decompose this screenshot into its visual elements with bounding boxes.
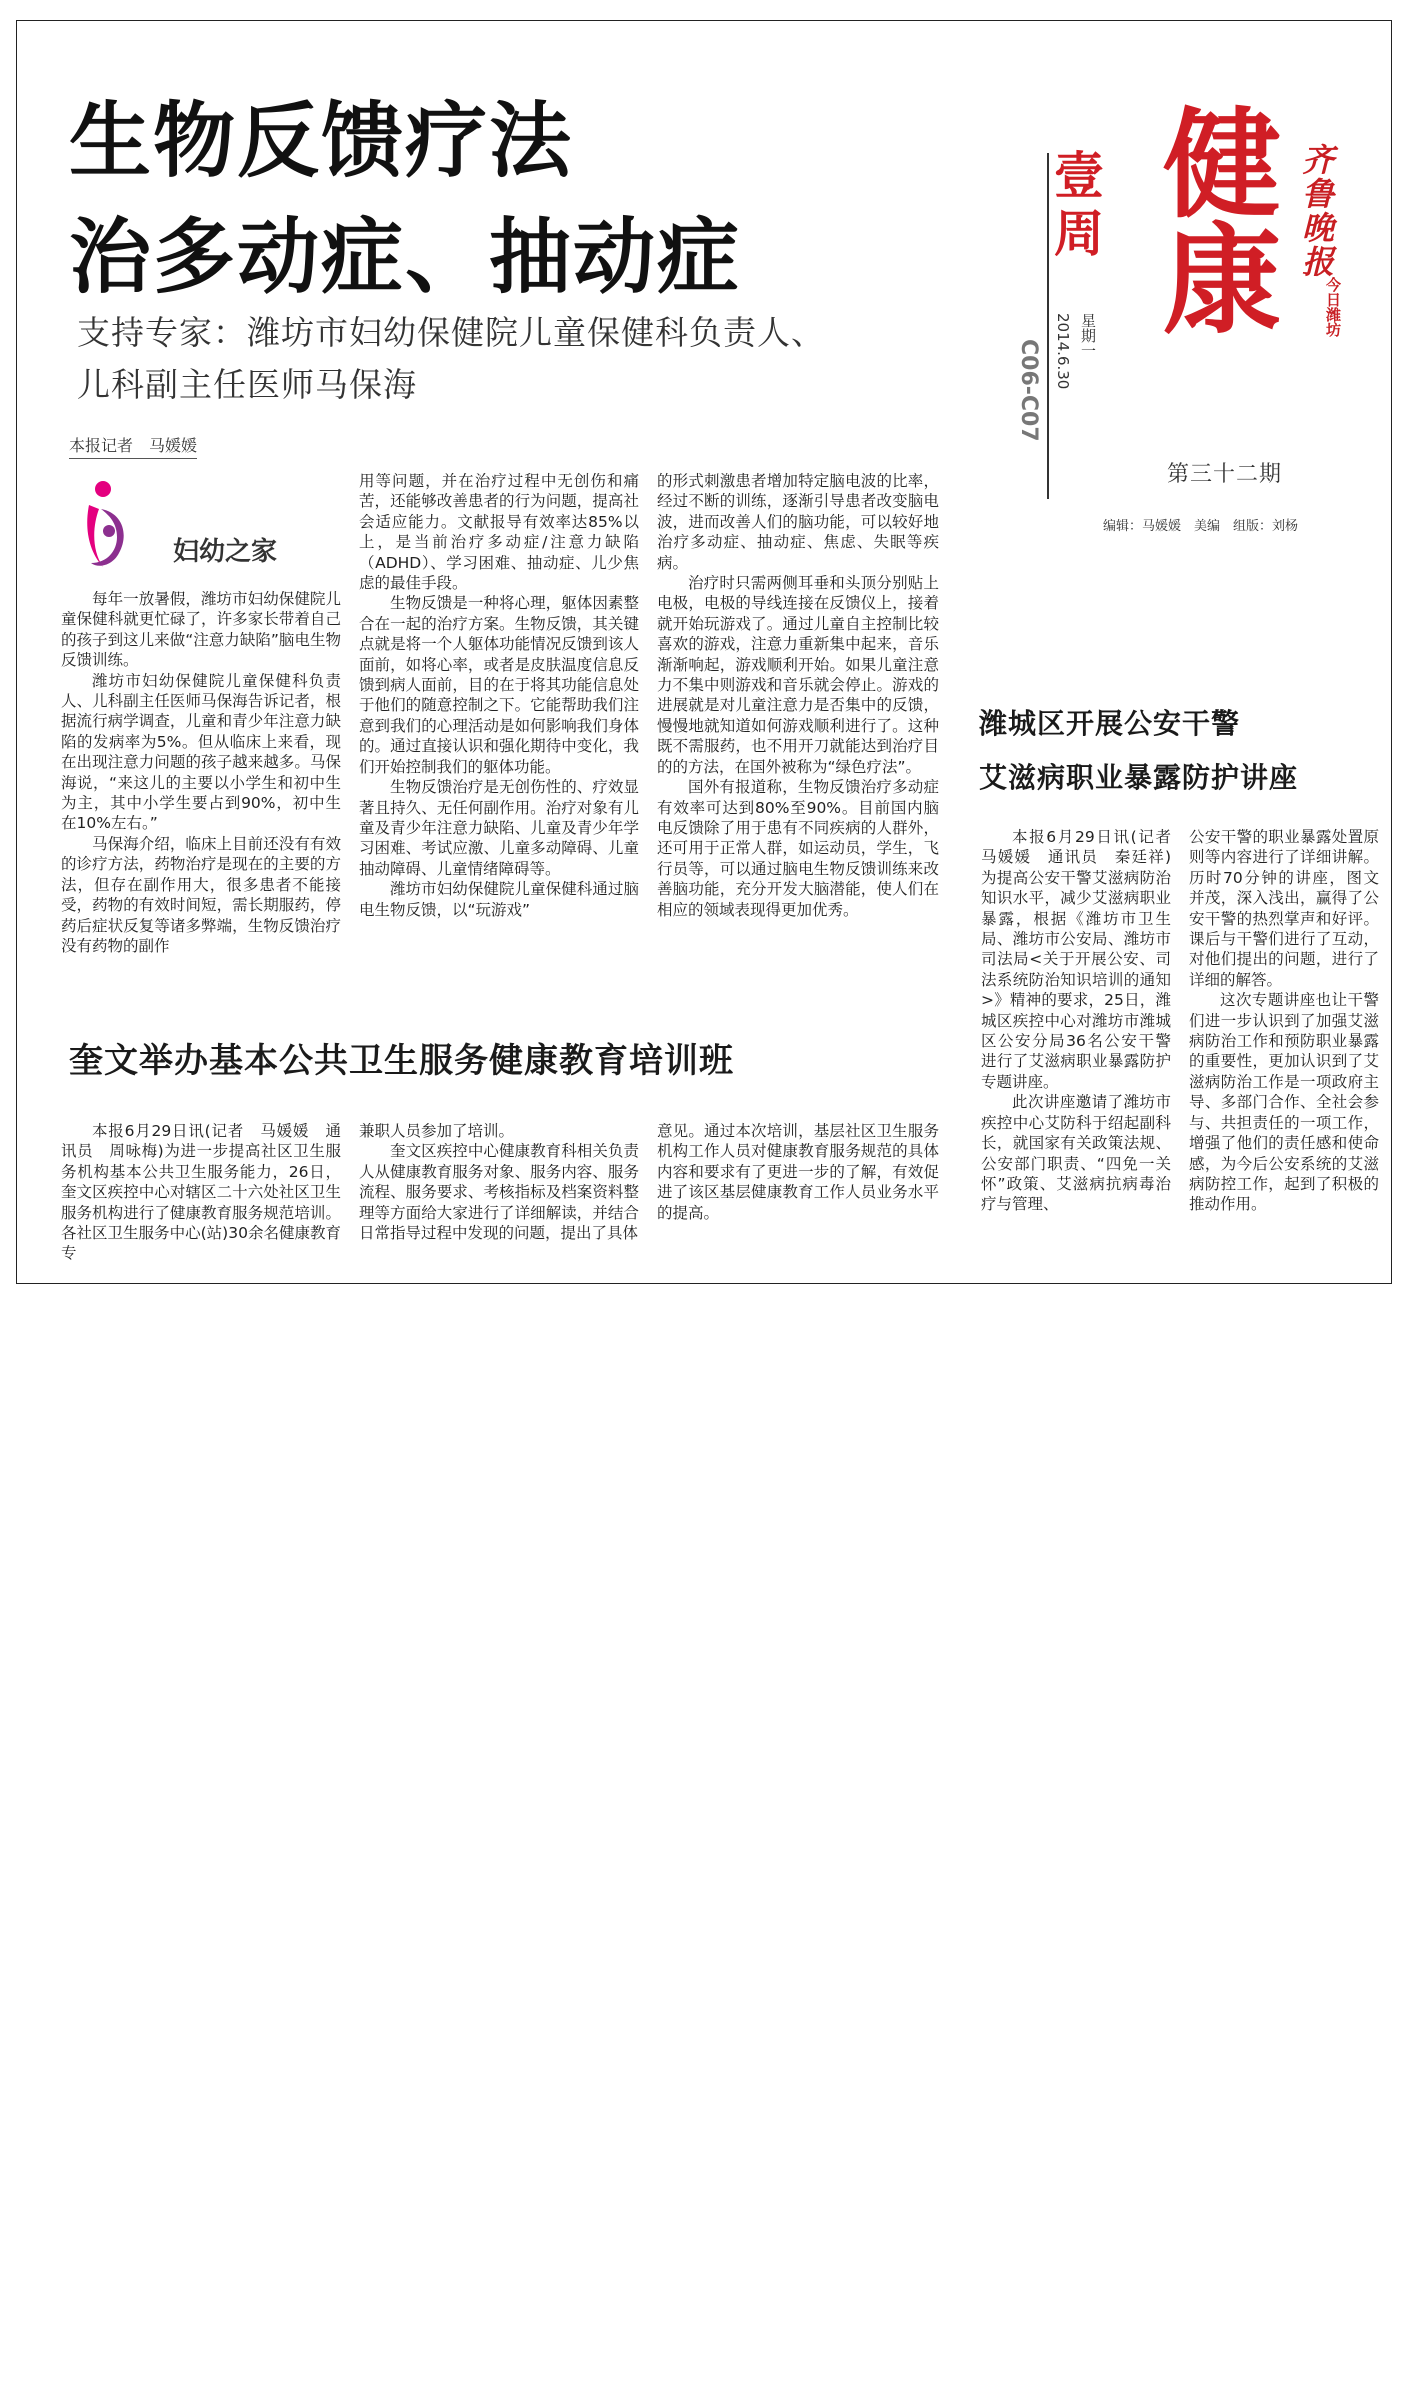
paragraph: 意见。通过本次培训，基层社区卫生服务机构工作人员对健康教育服务规范的具体内容和要求有了更进一步的了解，有效促进了该区基层健康教育工作人员业务水平的提高。 xyxy=(657,1122,939,1222)
fuyou-logo xyxy=(83,479,305,575)
masthead-pages: C06-C07 xyxy=(1016,339,1041,442)
paragraph: 潍坊市妇幼保健院儿童保健科通过脑电生物反馈，以“玩游戏” xyxy=(359,880,639,919)
paragraph: 国外有报道称，生物反馈治疗多动症有效率可达到80%至90%。目前国内脑电反馈除了用于患有不同疾病的人群外，还可用于正常人群，如运动员，学生，飞行员等，可以通过脑电生物反馈训练来改善脑功能，充分开发大脑潜能，使人们在相应的领域表现得更加优秀。 xyxy=(657,778,939,919)
second-article-title: 奎文举办基本公共卫生服务健康教育培训班 xyxy=(69,1041,734,1081)
paragraph: 公安干警的职业暴露处置原则等内容进行了详细讲解。历时70分钟的讲座，图文并茂，深入浅出，赢得了公安干警的热烈掌声和好评。课后与干警们进行了互动，对他们提出的问题，进行了详细的解答。 xyxy=(1189,828,1379,989)
masthead-title: 健 康 xyxy=(1162,95,1281,350)
masthead-editors: 编辑：马媛媛 美编 组版：刘杨 xyxy=(1103,519,1299,534)
paragraph: 马保海介绍，临床上目前还没有有效的诊疗方法，药物治疗是现在的主要的方法，但存在副作用大，很多患者不能接受，药物的有效时间短，需长期服药，停药后症状反复等诸多弊端，生物反馈治疗没有药物的副作 xyxy=(61,834,341,955)
paragraph: 奎文区疾控中心健康教育科相关负责人从健康教育服务对象、服务内容、服务流程、服务要求、考核指标及档案资料整理等方面给大家进行了详细解读，并结合日常指导过程中发现的问题，提出了具体 xyxy=(359,1142,639,1243)
paragraph: 治疗时只需两侧耳垂和头顶分别贴上电极，电极的导线连接在反馈仪上，接着就开始玩游戏了。通过儿童自主控制比较喜欢的游戏，注意力重新集中起来，音乐渐渐响起，游戏顺利开始。如果儿童注意力不集中则游戏和音乐就会停止。游戏的进展就是对儿童注意力是否集中的反馈，慢慢地就知道如何游戏顺利进行了。这种既不需服药，也不用开刀就能达到治疗目的的方法，在国外被称为“绿色疗法”。 xyxy=(657,574,939,776)
second-article-col1 xyxy=(61,1121,341,1261)
masthead-weekday: 星期一 xyxy=(1079,313,1097,358)
masthead-subtitle: 壹 周 xyxy=(1054,146,1104,263)
second-article-col2 xyxy=(359,1121,639,1261)
subhead-line2: 儿科副主任医师马保海 xyxy=(77,365,417,404)
main-article-col3 xyxy=(657,471,939,991)
paragraph: 生物反馈治疗是无创伤性的、疗效显著且持久、无任何副作用。治疗对象有儿童及青少年注意力缺陷、儿童及青少年学习困难、考试应激、儿童多动障碍、儿童抽动障碍、儿童情绪障碍等。 xyxy=(359,778,639,878)
third-article-col2 xyxy=(1189,827,1379,1293)
logo-mark-icon xyxy=(83,479,131,575)
headline-line1: 生物反馈疗法 xyxy=(69,93,574,189)
subhead-line1: 支持专家：潍坊市妇幼保健院儿童保健科负责人、 xyxy=(77,313,825,352)
logo-text: 妇幼之家 xyxy=(173,537,278,567)
paragraph: 本报6月29日讯(记者 马媛媛 通讯员 周咏梅)为进一步提高社区卫生服务机构基本公共卫生服务能力，26日，奎文区疾控中心对辖区二十六处社区卫生服务机构进行了健康教育服务规范培训。各社区卫生服务中心(站)30余名健康教育专 xyxy=(61,1122,341,1263)
paragraph: 的形式刺激患者增加特定脑电波的比率，经过不断的训练，逐渐引导患者改变脑电波，进而改善人们的脑功能，可以较好地治疗多动症、抽动症、焦虑、失眠等疾病。 xyxy=(657,472,939,572)
paragraph: 用等问题，并在治疗过程中无创伤和痛苦，还能够改善患者的行为问题，提高社会适应能力。文献报导有效率达85%以上，是当前治疗多动症/注意力缺陷（ADHD）、学习困难、抽动症、儿少焦虑的最佳手段。 xyxy=(359,472,639,593)
paragraph: 每年一放暑假，潍坊市妇幼保健院儿童保健科就更忙碌了，许多家长带着自己的孩子到这儿来做“注意力缺陷”脑电生物反馈训练。 xyxy=(61,590,341,670)
paragraph: 生物反馈是一种将心理，躯体因素整合在一起的治疗方案。生物反馈，其关键点就是将一个人躯体功能情况反馈到该人面前，如将心率，或者是皮肤温度信息反馈到病人面前，目的在于将其功能信息处于他们的随意控制之下。它能帮助我们注意到我们的心理活动是如何影响我们身体的。通过直接认识和强化期待中变化，我们开始控制我们的躯体功能。 xyxy=(359,594,639,776)
newspaper-page xyxy=(16,20,1392,1284)
headline-line2: 治多动症、抽动症 xyxy=(69,209,742,305)
main-article-col2 xyxy=(359,471,639,1009)
byline: 本报记者 马媛媛 xyxy=(69,433,197,459)
expert-subhead xyxy=(77,307,825,411)
masthead-date: 2014.6.30 xyxy=(1054,313,1072,390)
third-title-line2: 艾滋病职业暴露防护讲座 xyxy=(979,761,1299,794)
paragraph: 本报6月29日讯(记者 马媛媛 通讯员 秦廷祥)为提高公安干警艾滋病防治知识水平，减少艾滋病职业暴露，根据《潍坊市卫生局、潍坊市公安局、潍坊市司法局<关于开展公安、司法系统防治知识培训的通知>》精神的要求，25日，潍城区疾控中心对潍坊市潍城区公安分局36名公安干警进行了艾滋病职业暴露防护专题讲座。 xyxy=(981,828,1187,1091)
masthead-brand-sub: 今日潍坊 xyxy=(1324,277,1342,337)
headline xyxy=(69,83,741,315)
third-article-title xyxy=(979,697,1298,805)
main-article-col1 xyxy=(61,589,341,1009)
paragraph: 这次专题讲座也让干警们进一步认识到了加强艾滋病防治工作和预防职业暴露的重要性，更加认识到了艾滋病防治工作是一项政府主导、多部门合作、全社会参与、共担责任的一项工作，增强了他们的责任感和使命感，为今后公安系统的艾滋病防控工作，起到了积极的推动作用。 xyxy=(1189,991,1379,1214)
paragraph: 此次讲座邀请了潍坊市疾控中心艾防科于绍起副科长，就国家有关政策法规、公安部门职责、“四免一关怀”政策、艾滋病抗病毒治疗与管理、 xyxy=(981,1093,1171,1214)
masthead-issue: 第三十二期 xyxy=(1167,462,1283,487)
paragraph: 潍坊市妇幼保健院儿童保健科负责人、儿科副主任医师马保海告诉记者，根据流行病学调查，儿童和青少年注意力缺陷的发病率为5%。但从临床上来看，现在出现注意力问题的孩子越来越多。马保海说，“来这儿的主要以小学生和初中生为主，其中小学生要占到90%，初中生在10%左右。” xyxy=(61,671,341,833)
second-article-col3 xyxy=(657,1121,939,1241)
third-title-line1: 潍城区开展公安干警 xyxy=(979,707,1241,740)
masthead-brand: 齐鲁晚报 xyxy=(1297,143,1335,279)
third-article-col1 xyxy=(981,827,1187,1293)
paragraph: 兼职人员参加了培训。 xyxy=(359,1122,515,1140)
